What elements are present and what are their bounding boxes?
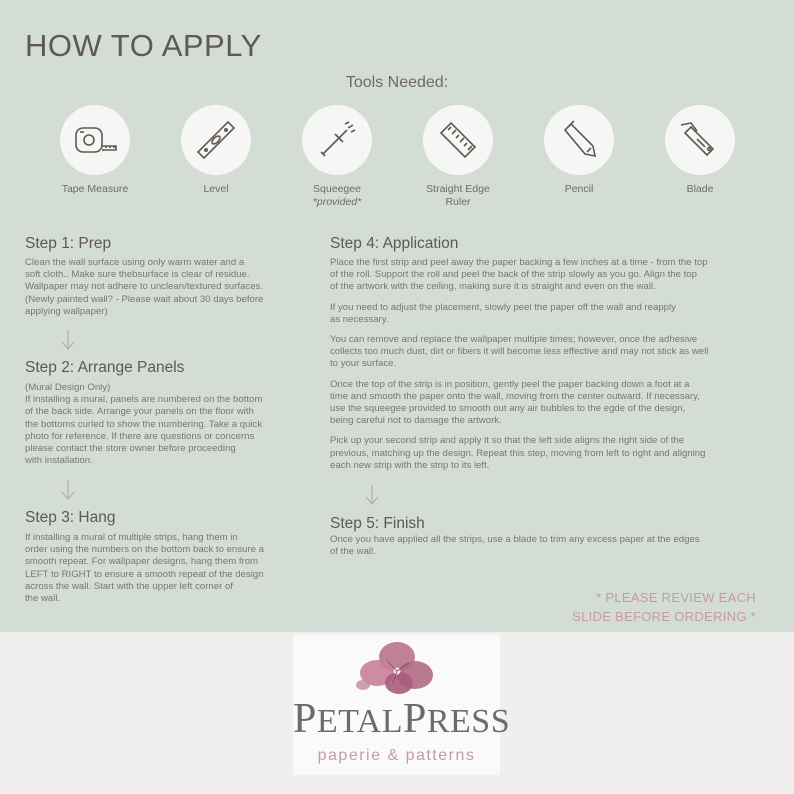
step-3-title: Step 3: Hang <box>25 509 116 526</box>
review-notice: * PLEASE REVIEW EACH SLIDE BEFORE ORDERING * <box>572 590 756 624</box>
tool-tape-measure <box>35 105 155 196</box>
paragraph: Pick up your second strip and apply it so that the left side aligns the right side of the previous, matching up the design. Repeat this step, moving from left to right and aligning each new strip with the strip to its left. <box>330 435 706 471</box>
pencil-icon <box>544 105 614 175</box>
paragraph: Once the top of the strip is in position, gently peel the paper backing down a foot at a time and smooth the paper onto the wall, moving from the center outward. If necessary, use the squeegee provided to smooth out any air bubbles to the egde of the design, being careful not to damage the artwork. <box>330 378 700 427</box>
level-icon <box>181 105 251 175</box>
tape-measure-icon <box>60 105 130 175</box>
step-1-body: Clean the wall surface using only warm water and a soft cloth.. Make sure thebsurface is clear of residue. Wallpaper may not adhere to unclean/textured surfaces. (Newly painted wall? - Please wait about 30 days before applying wallpaper) <box>25 257 264 317</box>
arrow-down-icon <box>364 485 380 507</box>
step-5-title: Step 5: Finish <box>330 515 425 532</box>
step-3-body: If installing a mural of multiple strips, hang them in order using the numbers on the bottom back to ensure a smooth repeat. For wallpaper designs, hang them from LEFT to RIGHT to ensure a smooth repeat of the design across the wall. Start with the upper left corner of the wall. <box>25 532 264 605</box>
paragraph: You can remove and replace the wallpaper multiple times; however, once the adhesive collects too much dust, dirt or fibers it will become less effective and may not stick as well to your surface. <box>330 334 709 370</box>
tool-label: Blade <box>686 183 714 195</box>
blade-icon <box>665 105 735 175</box>
tool-label: Straight Edge Ruler <box>426 183 490 208</box>
tool-note: *provided* <box>312 196 362 208</box>
page-title: HOW TO APPLY <box>25 28 262 63</box>
tool-label: Level <box>203 183 229 195</box>
tool-label: Pencil <box>564 183 594 195</box>
tool-blade <box>640 105 760 196</box>
tool-ruler <box>398 105 518 209</box>
tool-label: Squeegee <box>313 183 361 195</box>
step-4-title: Step 4: Application <box>330 235 459 252</box>
step-1-title: Step 1: Prep <box>25 235 112 252</box>
flower-icon <box>353 639 443 699</box>
step-2-title: Step 2: Arrange Panels <box>25 359 185 376</box>
arrow-down-icon <box>60 480 76 502</box>
tool-level <box>156 105 276 196</box>
paragraph: If you need to adjust the placement, slowly peel the paper off the wall and reapply as necessary. <box>330 301 676 325</box>
step-2-body: (Mural Design Only) If installing a mural, panels are numbered on the bottom of the back side. Arrange your panels on the floor with the bottoms curled to show the numbering. Take a quick photo for reference. If there are questions or concerns please contact the store owner before proceeding with installation. <box>25 382 263 467</box>
tool-label: Tape Measure <box>61 183 129 195</box>
step-4-body <box>330 257 770 480</box>
ruler-icon <box>423 105 493 175</box>
brand-logo <box>293 635 511 775</box>
arrow-down-icon <box>60 330 76 352</box>
paragraph: Place the first strip and peel away the paper backing a few inches at a time - from the top of the roll. Support the roll and peel the back of the strip slowly as you go. Align the top of the artwork with the ceiling, making sure it is straight and even on the wall. <box>330 257 708 293</box>
tool-pencil <box>519 105 639 196</box>
step-5-body: Once you have applied all the strips, use a blade to trim any excess paper at the edges of the wall. <box>330 534 700 558</box>
squeegee-icon <box>302 105 372 175</box>
tools-heading: Tools Needed: <box>345 74 449 91</box>
brand-tagline: paperie & patterns <box>317 747 476 764</box>
brand-name: PETALPRESS <box>293 696 511 742</box>
tool-squeegee <box>277 105 397 208</box>
